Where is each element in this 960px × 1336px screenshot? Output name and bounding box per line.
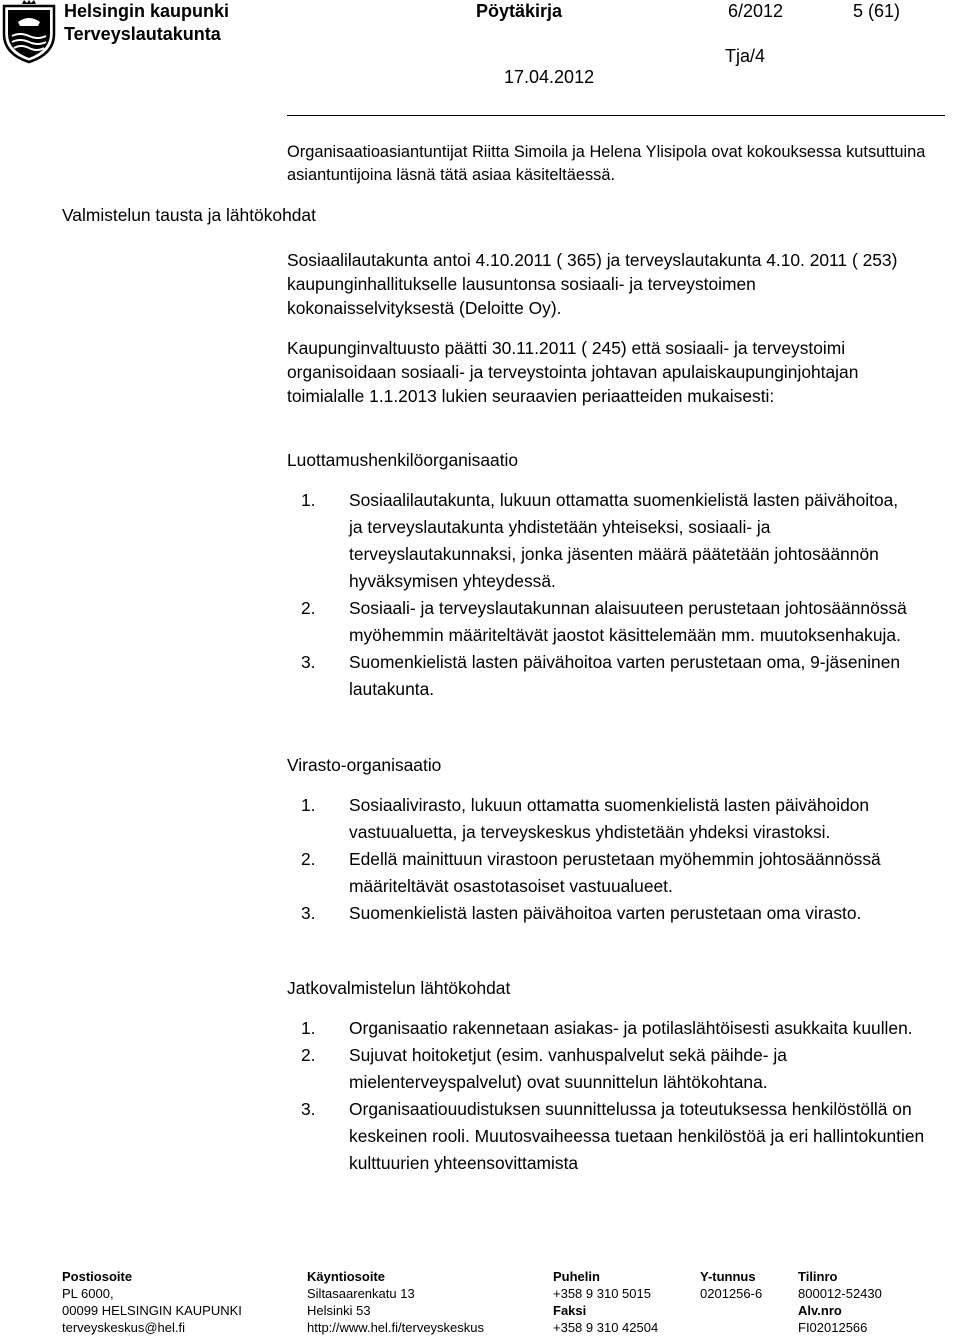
list-item: 2. Edellä mainittuun virastoon perustetaan myöhemmin johtosäännössä määriteltävät osastotasoiset vastuualueet. [301, 849, 881, 896]
list-item: 3. Suomenkielistä lasten päivähoitoa varten perustetaan oma, 9-jäseninen lautakunta. [301, 652, 901, 699]
footer-email-link[interactable]: terveyskeskus@hel.fi [62, 1320, 186, 1335]
doc-type: Pöytäkirja [476, 1, 563, 21]
section-title-further-preparation: Jatkovalmistelun lähtökohdat [287, 978, 511, 998]
footer-phone: Puhelin +358 9 310 5015 Faksi +358 9 310 42504 [553, 1269, 659, 1335]
reference-code: Tja/4 [725, 46, 766, 66]
list-further-preparation [287, 1015, 952, 1177]
unit-name: Terveyslautakunta [64, 24, 221, 44]
page-number: 5 (61) [853, 1, 901, 21]
section-title-agency-org: Virasto-organisaatio [287, 755, 442, 775]
list-item: 1. Organisaatio rakennetaan asiakas- ja potilaslähtöisesti asukkaita kuullen. [301, 1018, 913, 1038]
footer-business-id: Y-tunnus 0201256-6 [700, 1269, 763, 1301]
section-title-trustee-org: Luottamushenkilöorganisaatio [287, 450, 519, 470]
list-item: 2. Sujuvat hoitoketjut (esim. vanhuspalvelut sekä päihde- ja mielenterveyspalvelut) ovat suunnittelun lähtökohtana. [301, 1045, 787, 1092]
footer-visiting-address: Käyntiosoite Siltasaarenkatu 13 Helsinki 53 http://www.hel.fi/terveyskeskus [307, 1269, 485, 1335]
paragraph-council-decision: Kaupunginvaltuusto päätti 30.11.2011 ( 245) että sosiaali- ja terveystoimi organisoidaan sosiaali- ja terveystointa johtavan apulaiskaupunginjohtajan toimialalle 1.1.2013 lukien seuraavien periaatteiden mukaisesti: [287, 338, 859, 406]
list-item: 2. Sosiaali- ja terveyslautakunnan alaisuuteen perustetaan johtosäännössä myöhemmin määriteltävät jaostot käsittelemään mm. muutoksenhakuja. [301, 598, 907, 645]
org-name: Helsingin kaupunki [64, 1, 230, 21]
footer-account: Tilinro 800012-52430 Alv.nro FI02012566 [798, 1269, 882, 1335]
list-item: 3. Suomenkielistä lasten päivähoitoa varten perustetaan oma virasto. [301, 903, 862, 923]
sidebar-heading: Valmistelun tausta ja lähtökohdat [62, 205, 316, 225]
footer-website-link[interactable]: http://www.hel.fi/terveyskeskus [307, 1320, 485, 1335]
header-rule [287, 115, 945, 116]
helsinki-coat-of-arms-icon [0, 0, 58, 64]
meeting-date: 17.04.2012 [504, 67, 595, 87]
footer-postal-address: Postiosoite PL 6000, 00099 HELSINGIN KAUPUNKI terveyskeskus@hel.fi [62, 1269, 242, 1335]
paragraph-statements: Sosiaalilautakunta antoi 4.10.2011 ( 365) ja terveyslautakunta 4.10. 2011 ( 253) kaupunginhallitukselle lausuntonsa sosiaali- ja terveystoimen kokonaisselvityksestä (Deloitte Oy). [287, 250, 898, 318]
list-item: 1. Sosiaalilautakunta, lukuun ottamatta suomenkielistä lasten päivähoitoa, ja terveyslautakunta yhdistetään yhteiseksi, sosiaali- ja terveyslautakunnaksi, jonka jäsenten määrä päätetään johtosäännön hyväksymisen yhteydessä. [301, 490, 899, 591]
doc-number: 6/2012 [728, 1, 784, 21]
intro-paragraph: Organisaatioasiantuntijat Riitta Simoila ja Helena Ylisipola ovat kokouksessa kutsuttuina asiantuntijoina läsnä tätä asiaa käsiteltäessä. [287, 143, 926, 184]
list-agency-org [287, 792, 960, 927]
list-item: 3. Organisaatiouudistuksen suunnittelussa ja toteutuksessa henkilöstöllä on keskeinen rooli. Muutosvaiheessa tuetaan henkilöstöä ja eri hallintokuntien kulttuurien yhteensovittamista [301, 1099, 925, 1173]
list-item: 1. Sosiaalivirasto, lukuun ottamatta suomenkielistä lasten päivähoidon vastuualuetta, ja terveyskeskus yhdistetään yhdeksi virastoksi. [301, 795, 870, 842]
list-trustee-org [287, 487, 907, 703]
